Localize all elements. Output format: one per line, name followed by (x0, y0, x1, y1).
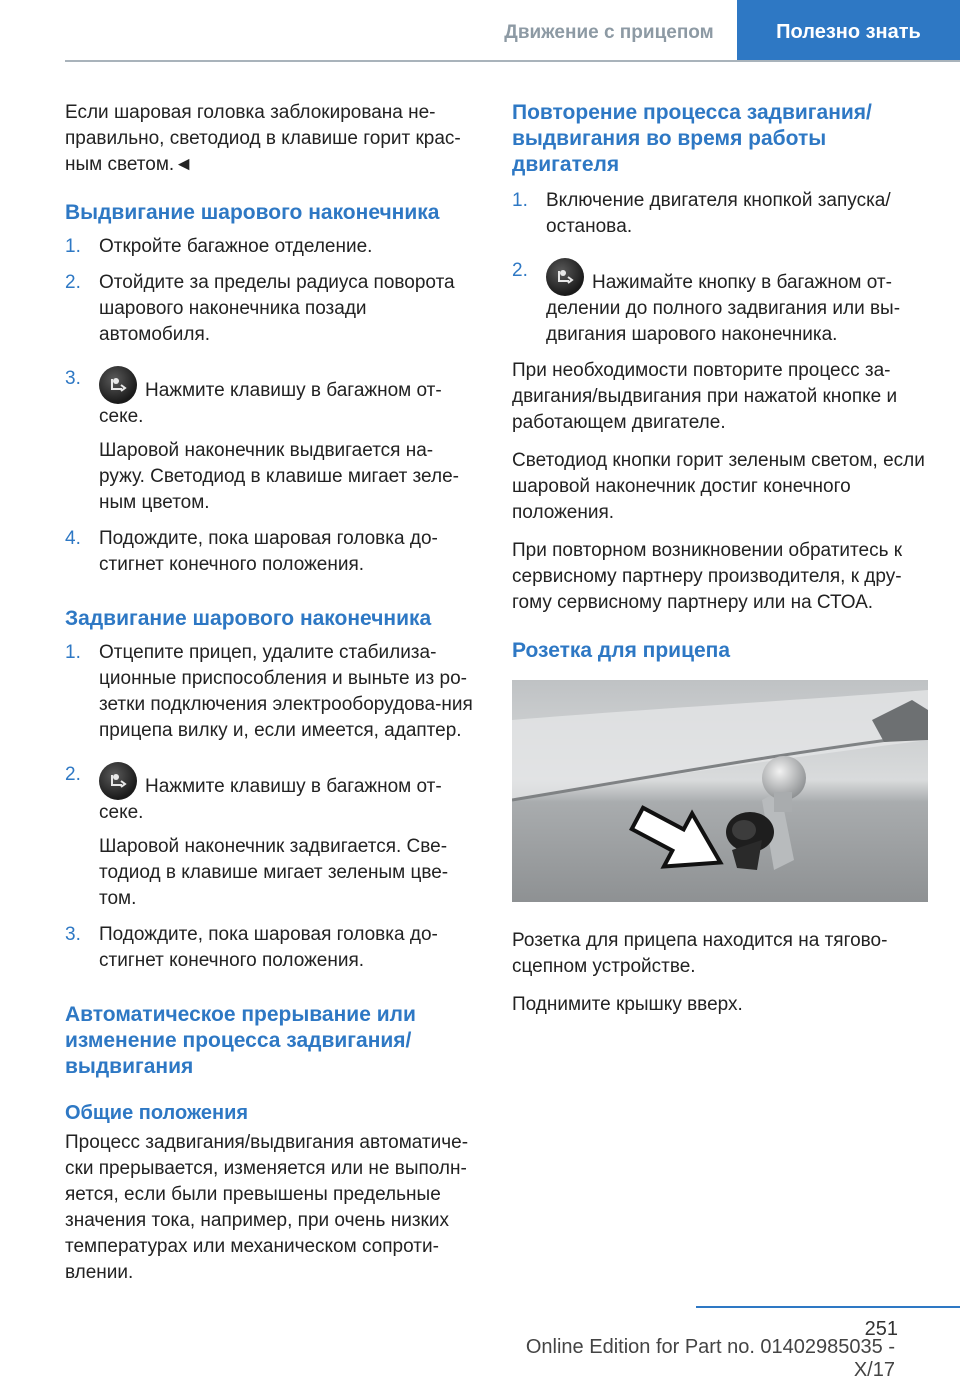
step-number: 1. (512, 190, 528, 211)
step-text: Нажмите клавишу в багажном от-секе. (99, 776, 442, 823)
step-text: Отцепите прицеп, удалите стабилиза-ционные приспособления и выньте из ро-зетки подключения электрооборудова-ния прицепа вилку и, если имеется, адаптер. (99, 642, 473, 741)
list-item (65, 270, 475, 348)
step-number: 1. (65, 236, 81, 257)
repeat-steps (512, 188, 928, 348)
retract-heading: Задвигание шарового наконечника (65, 607, 432, 630)
socket-heading: Розетка для прицепа (512, 639, 731, 662)
repeat-paragraph-2: Светодиод кнопки горит зеленым светом, если шаровой наконечник достиг конечного положения. (512, 450, 925, 523)
step-text: Подождите, пока шаровая головка до-стигнет конечного положения. (99, 924, 438, 971)
list-item (65, 640, 475, 744)
extend-heading: Выдвигание шарового наконечника (65, 201, 440, 224)
step-text: Нажмите клавишу в багажном от-секе. (99, 380, 442, 427)
extend-steps (65, 234, 475, 578)
auto-paragraph: Процесс задвигания/выдвигания автоматиче-ски прерывается, изменяется или не выполн-яется, если были превышены предельные значения тока, например, при очень низких температурах или механическом сопроти-влении. (65, 1132, 469, 1283)
repeat-paragraph-3: При повторном возникновении обратитесь к сервисному партнеру производителя, к дру-гому сервисному партнеру или на СТОА. (512, 540, 903, 613)
step-number: 3. (65, 368, 81, 389)
trailer-socket-photo (512, 680, 928, 902)
repeat-paragraph-1: При необходимости повторите процесс за-двигания/выдвигания при нажатой кнопке и работающем двигателе. (512, 360, 898, 433)
step-text: Подождите, пока шаровая головка до-стигнет конечного положения. (99, 528, 438, 575)
tow-hitch-button-icon (546, 258, 584, 296)
page-header (0, 0, 960, 62)
list-item (65, 234, 475, 260)
step-text: Включение двигателя кнопкой запуска/остановa. (546, 190, 891, 237)
step-subtext: Шаровой наконечник выдвигается на-ружу. Светодиод в клавише мигает зеле-ным цветом. (99, 440, 459, 513)
list-item (65, 366, 475, 516)
active-tab[interactable]: Полезно знать (737, 0, 960, 62)
step-number: 1. (65, 642, 81, 663)
general-subheading: Общие положения (65, 1102, 249, 1124)
retract-steps (65, 640, 475, 974)
list-item (65, 922, 475, 974)
tow-hitch-button-icon (99, 366, 137, 404)
step-number: 2. (512, 260, 528, 281)
step-text: Отойдите за пределы радиуса поворота шарового наконечника позади автомобиля. (99, 272, 455, 345)
page-number: 251 (864, 1318, 898, 1340)
section-tab[interactable]: Движение с прицепом (504, 22, 714, 43)
list-item (65, 526, 475, 578)
header-divider (65, 60, 960, 62)
step-subtext: Шаровой наконечник задвигается. Све-тодиод в клавише мигает зеленым цве-том. (99, 836, 449, 909)
step-number: 4. (65, 528, 81, 549)
intro-paragraph: Если шаровая головка заблокирована не-правильно, светодиод в клавише горит крас-ным светом.◄ (65, 102, 461, 175)
tow-hitch-button-icon (99, 762, 137, 800)
step-text: Нажимайте кнопку в багажном от-делении до полного задвигания или вы-двигания шарового наконечника. (546, 272, 901, 345)
footer-divider (696, 1306, 960, 1308)
step-number: 2. (65, 272, 81, 293)
left-column (65, 100, 475, 1298)
socket-paragraph-1: Розетка для прицепа находится на тягово-сцепном устройстве. (512, 930, 888, 977)
socket-paragraph-2: Поднимите крышку вверх. (512, 994, 743, 1015)
list-item (512, 258, 928, 348)
edition-footer: Online Edition for Part no. 01402985035 - X/17 (525, 1336, 895, 1381)
list-item (65, 762, 475, 912)
step-number: 2. (65, 764, 81, 785)
auto-heading: Автоматическое прерывание или изменение процесса задвигания/выдвигания (65, 1003, 416, 1078)
repeat-heading: Повторение процесса задвигания/выдвигания во время работы двигателя (512, 101, 872, 176)
step-number: 3. (65, 924, 81, 945)
list-item (512, 188, 928, 240)
step-text: Откройте багажное отделение. (99, 236, 373, 257)
right-column (512, 100, 928, 1030)
